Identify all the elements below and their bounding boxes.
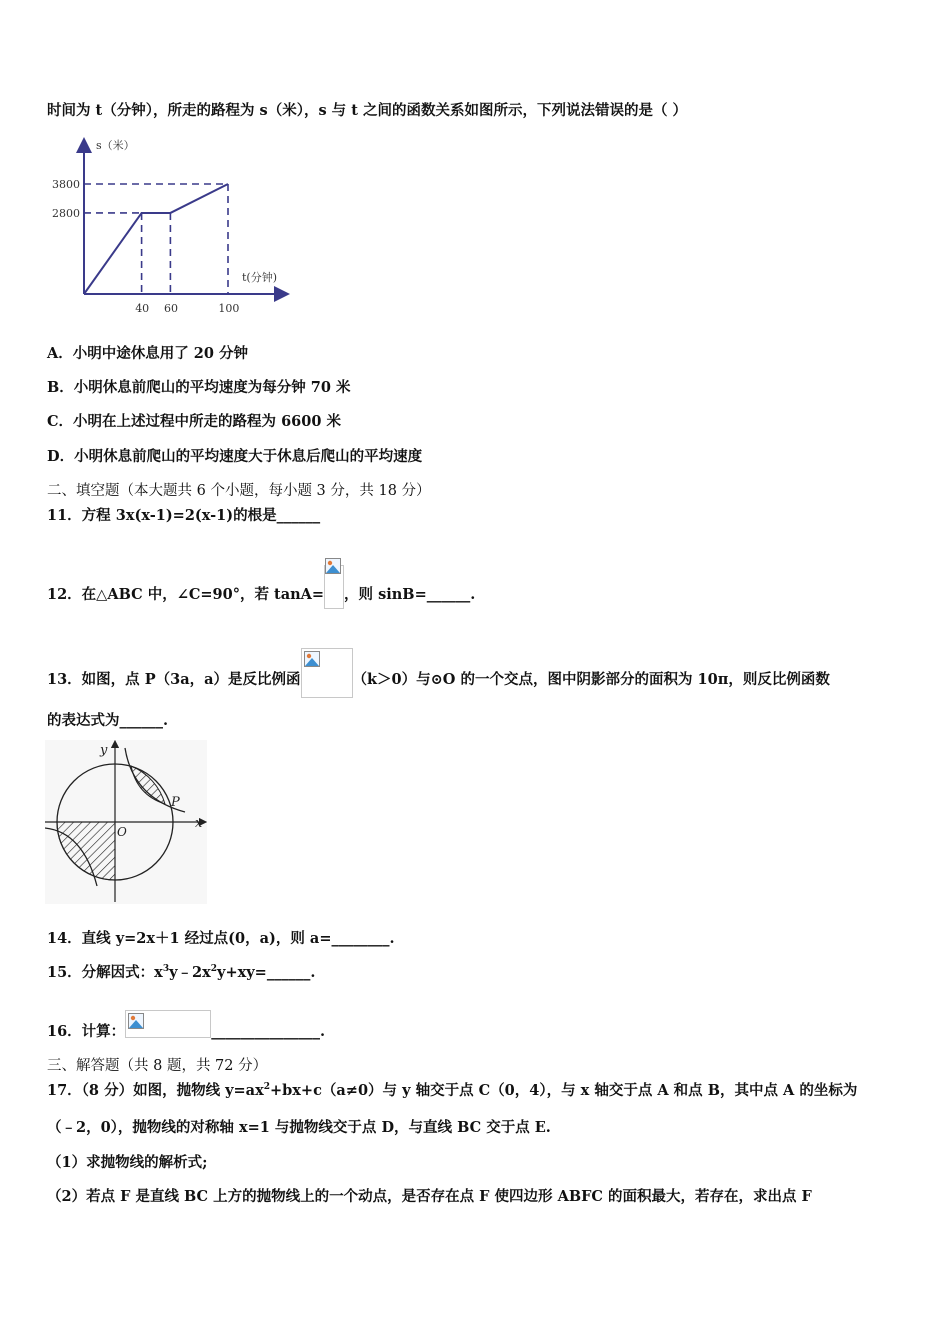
question-16: [47, 1010, 325, 1042]
option-b: B．小明休息前爬山的平均速度为每分钟 70 米: [47, 379, 351, 396]
q12-text-b: ，则 sinB=______.: [344, 586, 476, 603]
q17-text-a: 17．（8 分）如图，抛物线 y=ax: [47, 1082, 264, 1099]
q17-text-b: +bx+c（a≠0）与 y 轴交于点 C（0，4），与 x 轴交于点 A 和点 B，其中点 A 的坐标为: [270, 1082, 858, 1099]
x-tick-label: 60: [164, 302, 178, 315]
question-14: 14．直线 y=2x＋1 经过点(0，a)，则 a=________.: [47, 930, 395, 947]
section-2-heading: 二、填空题（本大题共 6 个小题，每小题 3 分，共 18 分）: [47, 483, 431, 499]
q13-text-b: （k＞0）与⊙O 的一个交点，图中阴影部分的面积为 10π，则反比例函数: [352, 671, 830, 688]
question-17: [47, 1081, 857, 1101]
question-15: [47, 963, 315, 983]
broken-image-icon: [325, 558, 341, 574]
q15-sup-2: 2: [210, 964, 218, 975]
section-3-heading: 三、解答题（共 8 题，共 72 分）: [47, 1058, 268, 1074]
option-c: C．小明在上述过程中所走的路程为 6600 米: [47, 413, 341, 430]
question-17-part-2: （2）若点 F 是直线 BC 上方的抛物线上的一个动点，是否存在点 F 使四边形 ABFC 的面积最大，若存在，求出点 F: [47, 1188, 812, 1205]
q16-text-a: 16．计算：: [47, 1023, 126, 1040]
question-12: [47, 565, 475, 609]
question-17-part-1: （1）求抛物线的解析式;: [47, 1154, 208, 1171]
q17-sup: 2: [263, 1082, 270, 1093]
q15-sup-1: 3: [162, 964, 170, 975]
function-image-placeholder: [301, 648, 353, 698]
question-13-continued: 的表达式为______.: [47, 712, 169, 729]
expression-image-placeholder: [125, 1010, 211, 1038]
x-tick-label: 100: [218, 302, 240, 315]
fig-x-label: x: [195, 816, 203, 831]
q15-text-a: 15．分解因式：x: [47, 964, 163, 981]
y-axis-label: s（米）: [96, 139, 135, 152]
x-axis-label: t(分钟): [242, 271, 278, 284]
q16-text-b: _______________.: [211, 1023, 325, 1040]
fig-y-label: y: [100, 743, 108, 758]
circle-hyperbola-figure: [45, 740, 207, 904]
option-d: D．小明休息前爬山的平均速度大于休息后爬山的平均速度: [47, 448, 423, 465]
q12-text-a: 12．在△ABC 中，∠C=90°，若 tanA=: [47, 586, 325, 603]
q13-text-a: 13．如图，点 P（3a，a）是反比例函: [47, 671, 301, 688]
y-tick-label: 2800: [52, 206, 80, 220]
fig-point-label: P: [171, 795, 180, 810]
x-tick-label: 40: [135, 302, 150, 315]
q15-text-c: y+xy=______.: [217, 964, 316, 981]
distance-time-chart: [40, 135, 290, 320]
fraction-image-placeholder: [324, 565, 344, 609]
question-intro: 时间为 t（分钟），所走的路程为 s（米），s 与 t 之间的函数关系如图所示，下列说法错误的是（ ）: [47, 102, 688, 119]
question-13: [47, 648, 830, 698]
series-line: [84, 184, 228, 294]
fig-origin-label: O: [117, 825, 127, 839]
question-11: 11．方程 3x(x-1)=2(x-1)的根是______: [47, 507, 321, 524]
broken-image-icon: [304, 651, 320, 667]
question-17-line-2: （﹣2，0），抛物线的对称轴 x=1 与抛物线交于点 D，与直线 BC 交于点 E.: [47, 1119, 551, 1136]
broken-image-icon: [128, 1013, 144, 1029]
q15-text-b: y﹣2x: [169, 964, 211, 981]
y-tick-label: 3800: [52, 178, 80, 191]
option-a: A．小明中途休息用了 20 分钟: [47, 345, 249, 362]
